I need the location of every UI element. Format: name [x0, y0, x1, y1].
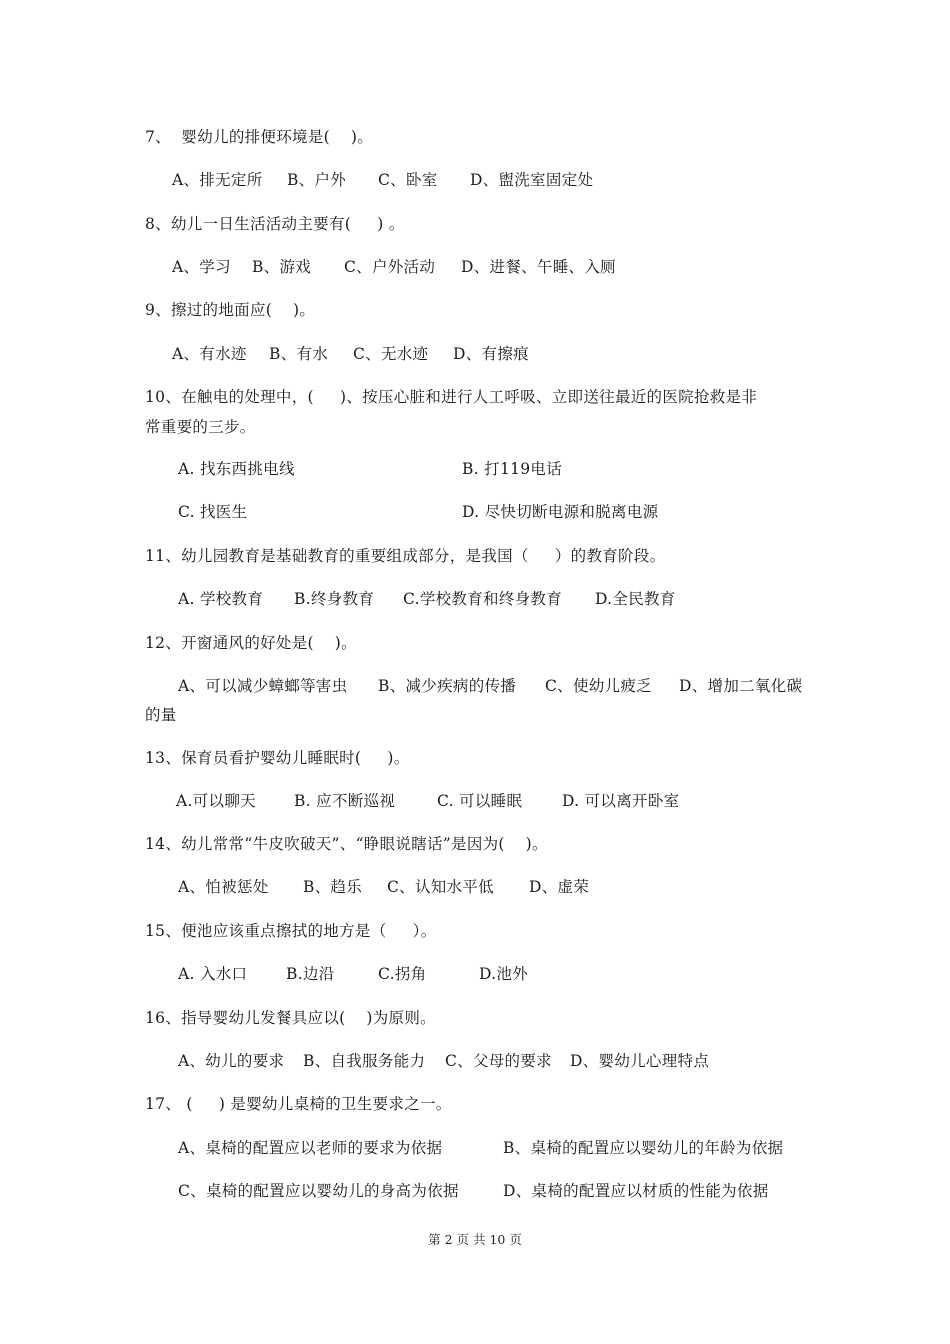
question-15-option-d: D.池外 [479, 965, 529, 983]
question-11-option-c: C.学校教育和终身教育 [403, 590, 563, 608]
question-9-option-a: A、有水迹 [172, 345, 247, 363]
question-15-option-c: C.拐角 [378, 965, 427, 983]
question-17-stem: 17、 ( ) 是婴幼儿桌椅的卫生要求之一。 [145, 1095, 452, 1113]
question-11-option-a: A. 学校教育 [178, 590, 264, 608]
page-number-footer: 第 2 页 共 10 页 [428, 1232, 522, 1247]
question-10-stem-continued: 常重要的三步。 [145, 418, 256, 436]
question-7-stem: 7、 婴幼儿的排便环境是( )。 [145, 128, 374, 146]
question-14-option-a: A、怕被惩处 [178, 878, 269, 896]
question-14-option-c: C、认知水平低 [387, 878, 494, 896]
question-12-option-c: C、使幼儿疲乏 [545, 677, 652, 695]
question-17-option-b: B、桌椅的配置应以婴幼儿的年龄为依据 [503, 1139, 784, 1157]
question-10-option-a: A. 找东西挑电线 [178, 460, 295, 478]
question-9-stem: 9、擦过的地面应( )。 [145, 301, 316, 319]
question-7-option-c: C、卧室 [378, 171, 438, 189]
question-13-stem: 13、保育员看护婴幼儿睡眠时( )。 [145, 749, 410, 767]
question-7-option-a: A、排无定所 [172, 171, 263, 189]
question-10-option-c: C. 找医生 [178, 503, 248, 521]
question-15-option-a: A. 入水口 [178, 965, 248, 983]
question-14-stem: 14、幼儿常常“牛皮吹破天”、“睁眼说瞎话”是因为( )。 [145, 835, 548, 853]
question-12-option-a: A、可以减少蟑螂等害虫 [178, 677, 348, 695]
question-16-option-a: A、幼儿的要求 [178, 1052, 285, 1070]
question-8-stem: 8、幼儿一日生活活动主要有( ) 。 [145, 215, 405, 233]
question-8-option-d: D、进餐、午睡、入厕 [461, 258, 616, 276]
question-16-stem: 16、指导婴幼儿发餐具应以( )为原则。 [145, 1009, 436, 1027]
question-9-option-b: B、有水 [269, 345, 329, 363]
question-10-stem: 10、在触电的处理中，( )、按压心脏和进行人工呼吸、立即送往最近的医院抢救是非 [145, 388, 758, 406]
question-10-option-d: D. 尽快切断电源和脱离电源 [462, 503, 659, 521]
question-17-option-d: D、桌椅的配置应以材质的性能为依据 [503, 1182, 769, 1200]
question-16-option-d: D、婴幼儿心理特点 [570, 1052, 710, 1070]
question-12-option-b: B、减少疾病的传播 [378, 677, 517, 695]
question-9-option-d: D、有擦痕 [453, 345, 529, 363]
question-8-option-b: B、游戏 [252, 258, 312, 276]
question-13-option-a: A.可以聊天 [176, 792, 256, 810]
question-13-option-c: C. 可以睡眠 [437, 792, 523, 810]
question-7-option-b: B、户外 [287, 171, 347, 189]
question-12-option-d: D、增加二氧化碳 [679, 677, 803, 695]
question-14-option-b: B、趋乐 [303, 878, 363, 896]
question-13-option-b: B. 应不断巡视 [294, 792, 396, 810]
question-15-option-b: B.边沿 [286, 965, 335, 983]
question-9-option-c: C、无水迹 [353, 345, 429, 363]
question-8-option-a: A、学习 [172, 258, 231, 276]
question-14-option-d: D、虚荣 [529, 878, 590, 896]
question-12-option-d-continued: 的量 [145, 706, 177, 724]
question-17-option-c: C、桌椅的配置应以婴幼儿的身高为依据 [178, 1182, 459, 1200]
question-11-option-d: D.全民教育 [595, 590, 676, 608]
question-11-stem: 11、幼儿园教育是基础教育的重要组成部分，是我国（ ）的教育阶段。 [145, 547, 666, 565]
question-10-option-b: B. 打119电话 [462, 460, 563, 478]
question-13-option-d: D. 可以离开卧室 [562, 792, 680, 810]
question-12-stem: 12、开窗通风的好处是( )。 [145, 634, 357, 652]
question-8-option-c: C、户外活动 [344, 258, 436, 276]
question-15-stem: 15、便池应该重点擦拭的地方是（ ）。 [145, 922, 437, 940]
question-11-option-b: B.终身教育 [294, 590, 375, 608]
question-17-option-a: A、桌椅的配置应以老师的要求为依据 [178, 1139, 443, 1157]
question-16-option-b: B、自我服务能力 [303, 1052, 426, 1070]
question-16-option-c: C、父母的要求 [445, 1052, 552, 1070]
question-7-option-d: D、盥洗室固定处 [470, 171, 594, 189]
